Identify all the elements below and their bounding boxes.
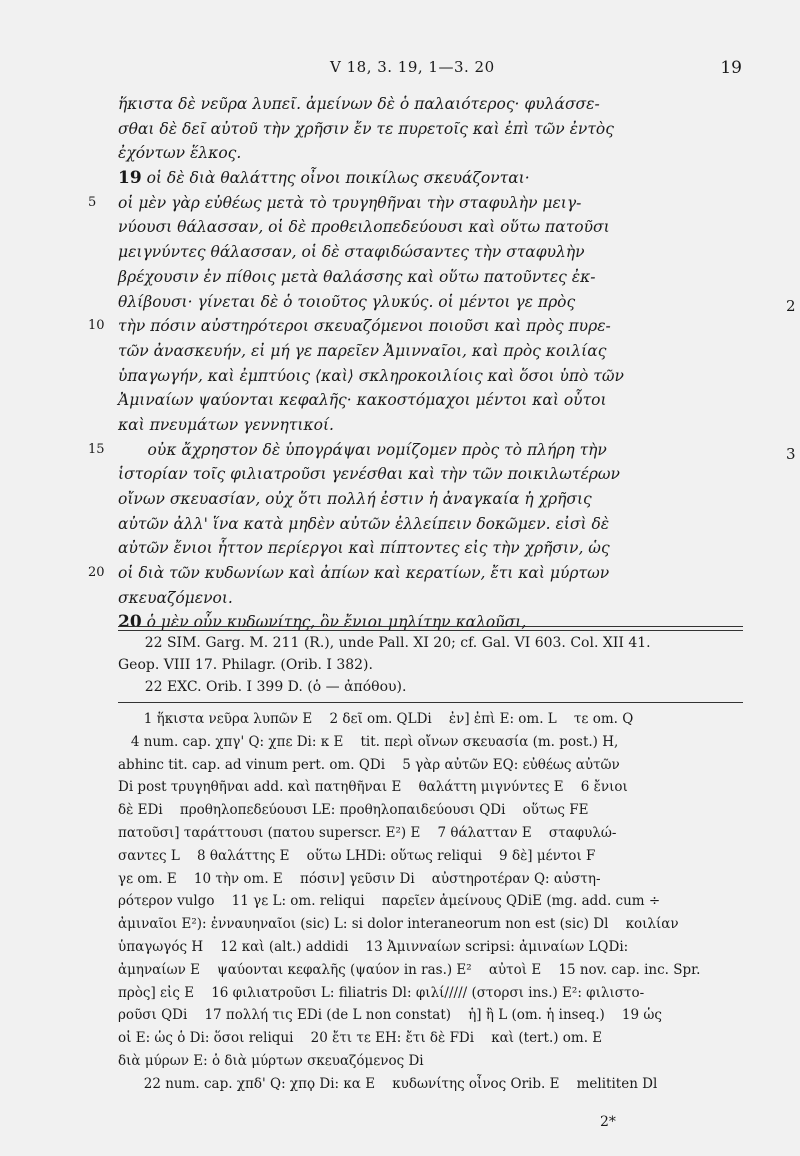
line-text: θλίβουσι· γίνεται δὲ ὁ τοιοῦτος γλυκύς. οἱ μέντοι γε πρὸς <box>118 292 576 311</box>
line-text: νύουσι θάλασσαν, οἱ δὲ προθειλοπεδεύουσι καὶ οὕτω πατοῦσι <box>118 218 610 237</box>
line-text: οἱ διὰ τῶν κυδωνίων καὶ ἀπίων καὶ κερατίων, ἔτι καὶ μύρτων <box>118 564 610 583</box>
line-number: 15 <box>88 441 105 457</box>
apparatus-divider <box>118 702 743 703</box>
page-number: 19 <box>720 58 742 78</box>
text-line <box>118 364 743 389</box>
source-line: 22 SIM. Garg. M. 211 (R.), unde Pall. XI 20; cf. Gal. VI 603. Col. XII 41. <box>118 635 651 651</box>
text-line <box>118 413 743 438</box>
text-line <box>118 536 743 561</box>
critical-apparatus <box>118 708 743 1096</box>
line-text: σκευαζόμενοι. <box>118 588 233 607</box>
line-text: τῶν ἀνασκευήν, εἰ μή γε παρεῖεν Ἀμινναῖοι, καὶ πρὸς κοιλίας <box>118 341 607 360</box>
main-text <box>88 92 796 635</box>
text-line <box>118 92 743 117</box>
text-line <box>88 191 743 216</box>
text-line <box>118 215 743 240</box>
line-text: ὁ μὲν οὖν κυδωνίτης, ὃν ἔνιοι μηλίτην καλοῦσι, <box>141 613 527 632</box>
line-text: τὴν πόσιν αὐστηρότεροι σκευαζόμενοι ποιοῦσι καὶ πρὸς πυρε- <box>118 317 611 336</box>
text-line <box>118 388 743 413</box>
apparatus-line: πατοῦσι] ταράττουσι (πατου superscr. E²) E 7 θάλατταν E σταφυλώ- <box>118 824 617 841</box>
source-line: Geop. VIII 17. Philagr. (Orib. I 382). <box>118 657 373 673</box>
line-text: οἱ μὲν γὰρ εὐθέως μετὰ τὸ τρυγηθῆναι τὴν σταφυλὴν μειγ- <box>118 193 582 212</box>
text-line <box>118 586 743 611</box>
running-head: V 18, 3. 19, 1—3. 20 <box>330 58 495 76</box>
line-text: οἴνων σκευασίαν, οὐχ ὅτι πολλή ἐστιν ἡ ἀναγκαία ἡ χρῆσις <box>118 490 592 508</box>
line-text: καὶ πνευμάτων γεννητικοί. <box>118 415 334 434</box>
text-line <box>118 462 743 487</box>
apparatus-line: ὑπαγωγός H 12 καὶ (alt.) addidi 13 Ἀμινναίων scripsi: ἀμιναίων LQDi: <box>118 938 629 955</box>
text-line <box>88 561 743 586</box>
line-text: βρέχουσιν ἐν πίθοις μετὰ θαλάσσης καὶ οὕτω πατοῦντες ἐκ- <box>118 267 596 286</box>
apparatus-line: ρότερον vulgo 11 γε L: om. reliqui παρεῖεν ἀμείνους QDiE (mg. add. cum ÷ <box>118 893 661 910</box>
text-line <box>118 339 743 364</box>
apparatus-line: ἀμιναῖοι E²): ἐνναυηναῖοι (sic) L: si dolor interaneorum non est (sic) Dl κοιλίαν <box>118 916 679 933</box>
apparatus-line: γε om. E 10 τὴν om. E πόσιν] γεῦσιν Di αὐστηροτέραν Q: αὐστη- <box>118 870 601 887</box>
line-number: 10 <box>88 318 105 334</box>
signature-mark: 2* <box>600 1114 616 1130</box>
source-line: 22 EXC. Orib. I 399 D. (ὁ — ἀπόθου). <box>118 679 407 695</box>
sources-apparatus <box>118 632 743 698</box>
section-number: 20 <box>118 612 142 633</box>
text-line <box>118 265 743 290</box>
line-number: 20 <box>88 565 105 581</box>
apparatus-line: abhinc tit. cap. ad vinum pert. om. QDi 5 γὰρ αὐτῶν EQ: εὐθέως αὐτῶν <box>118 756 620 773</box>
line-text: ἐχόντων ἕλκος. <box>118 144 242 163</box>
margin-number: 2 <box>786 296 796 315</box>
line-text: οὐκ ἄχρηστον δὲ ὑπογράψαι νομίζομεν πρὸς τὸ πλήρη τὴν <box>118 440 607 459</box>
apparatus-line: σαντες L 8 θαλάττης E οὕτω LHDi: οὕτως reliqui 9 δὲ] μέντοι F <box>118 847 596 864</box>
text-divider-inner <box>118 630 743 631</box>
apparatus-line: 1 ἥκιστα νεῦρα λυπῶν E 2 δεῖ om. QLDi ἐν] ἐπὶ E: om. L τε om. Q <box>118 711 634 727</box>
line-text: οἱ δὲ διὰ θαλάττης οἶνοι ποικίλως σκευάζονται· <box>141 169 530 188</box>
apparatus-line: δὲ EDi προθηλοπεδεύουσι LE: προθηλοπαιδεύουσι QDi οὕτως FE <box>118 802 589 819</box>
line-text: ὑπαγωγήν, καὶ ἐμπτύοις ⟨καὶ⟩ σκληροκοιλίοις καὶ ὅσοι ὑπὸ τῶν <box>118 366 624 385</box>
margin-number: 3 <box>786 444 796 463</box>
apparatus-line: Di post τρυγηθῆναι add. καὶ πατηθῆναι E θαλάττη μιγνύντες E 6 ἔνιοι <box>118 779 628 796</box>
apparatus-line: διὰ μύρων E: ὁ διὰ μύρτων σκευαζόμενος Di <box>118 1052 424 1069</box>
line-text: αὐτῶν ἀλλ' ἵνα κατὰ μηδὲν αὐτῶν ἐλλείπειν δοκῶμεν. εἰσὶ δὲ <box>118 514 610 533</box>
text-line <box>118 166 743 191</box>
line-text: σθαι δὲ δεῖ αὐτοῦ τὴν χρῆσιν ἔν τε πυρετοῖς καὶ ἐπὶ τῶν ἐντὸς <box>118 119 614 138</box>
line-text: μειγνύντες θάλασσαν, οἱ δὲ σταφιδώσαντες τὴν σταφυλὴν <box>118 243 585 262</box>
apparatus-line: οἱ E: ὡς ὁ Di: ὅσοι reliqui 20 ἔτι τε EH: ἔτι δὲ FDi καὶ (tert.) om. E <box>118 1030 603 1047</box>
line-number: 5 <box>88 194 97 210</box>
line-text: ἱστορίαν τοῖς φιλιατροῦσι γενέσθαι καὶ τὴν τῶν ποικιλωτέρων <box>118 465 620 484</box>
text-divider <box>118 626 743 627</box>
text-line <box>118 487 743 512</box>
apparatus-line: 4 num. cap. χπγ' Q: χπε Di: κ E tit. περὶ οἴνων σκευασία (m. post.) H, <box>118 733 619 750</box>
text-line <box>88 314 743 339</box>
text-line <box>118 512 743 537</box>
apparatus-line: ἀμηναίων E ψαύονται κεφαλῆς (ψαύον in ras.) E² αὐτοὶ E 15 nov. cap. inc. Spr. <box>118 961 701 978</box>
apparatus-line: ροῦσι QDi 17 πολλή τις EDi (de L non constat) ἡ] ἢ L (om. ἡ inseq.) 19 ὡς <box>118 1007 662 1024</box>
line-text: αὐτῶν ἔνιοι ἧττον περίεργοι καὶ πίπτοντες εἰς τὴν χρῆσιν, ὡς <box>118 539 610 558</box>
line-text: Ἀμιναίων ψαύονται κεφαλῆς· κακοστόμαχοι μέντοι καὶ οὗτοι <box>118 391 607 410</box>
section-number: 19 <box>118 168 142 189</box>
line-text: ἥκιστα δὲ νεῦρα λυπεῖ. ἀμείνων δὲ ὁ παλαιότερος· φυλάσσε- <box>118 95 600 113</box>
apparatus-line: 22 num. cap. χπδ' Q: χπϙ Di: κα E κυδωνίτης οἶνος Orib. E melititen Dl <box>118 1075 658 1092</box>
text-line <box>118 290 796 315</box>
apparatus-line: πρὸς] εἰς E 16 φιλιατροῦσι L: filiatris Dl: φιλί///// (στορσι ins.) E²: φιλιστο- <box>118 984 645 1001</box>
text-line <box>88 438 796 463</box>
text-line <box>118 141 743 166</box>
text-line <box>118 240 743 265</box>
page-header <box>0 58 800 82</box>
text-line <box>118 117 743 142</box>
